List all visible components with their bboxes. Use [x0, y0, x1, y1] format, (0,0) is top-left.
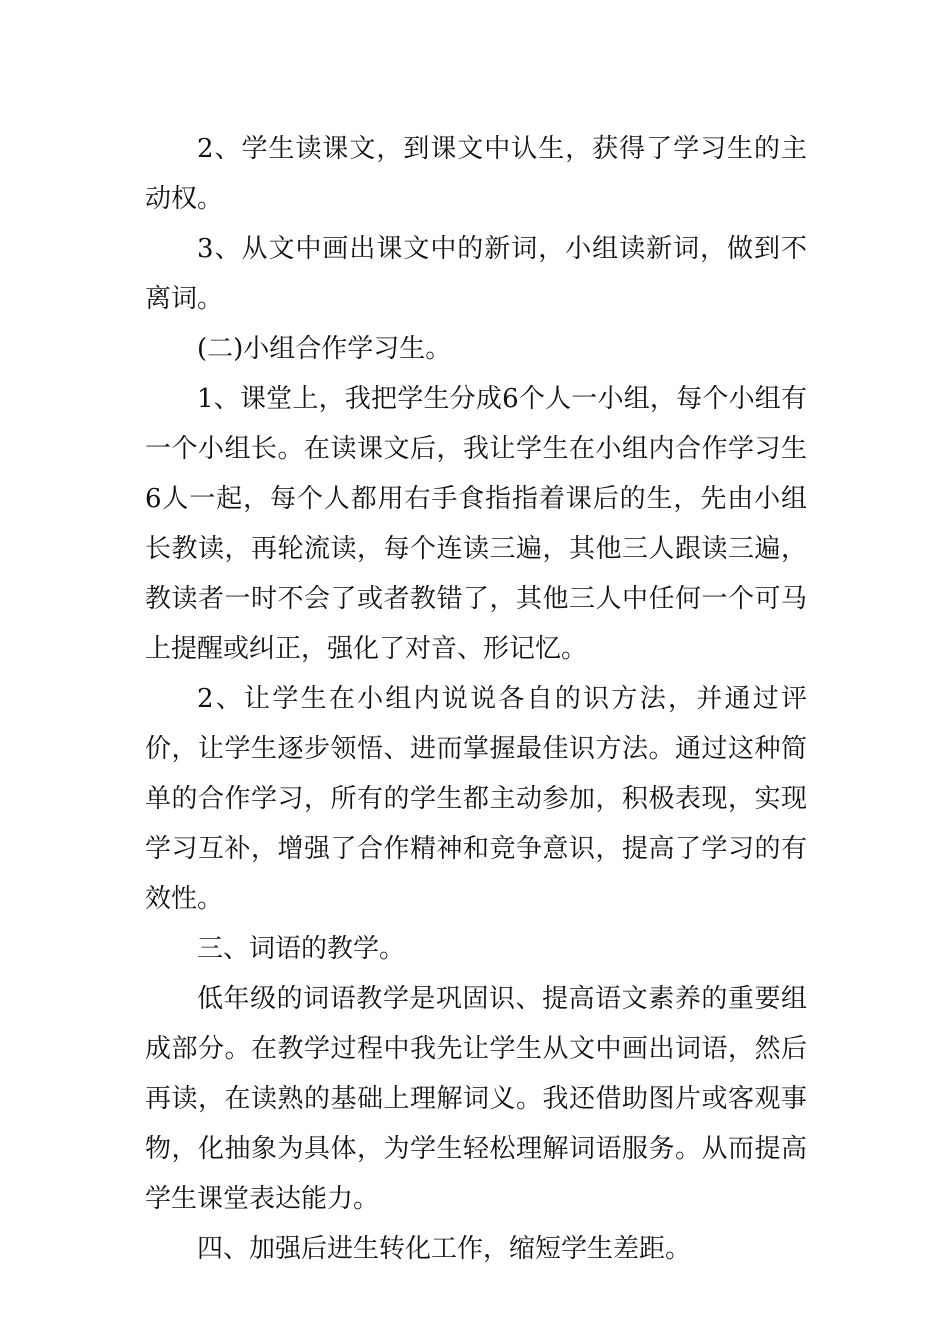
section-heading-lagging-students: 四、加强后进生转化工作，缩短学生差距。: [197, 1234, 692, 1264]
paragraph-item-2-reading: 2、学生读课文，到课文中认生，获得了学习生的主动权。: [145, 134, 807, 214]
paragraph-item-3-new-words: 3、从文中画出课文中的新词，小组读新词，做到不离词。: [145, 234, 807, 314]
paragraph-item-1-classroom: 1、课堂上，我把学生分成6个人一小组，每个小组有一个小组长。在读课文后，我让学生在小组内合作学习生6人一起，每个人都用右手食指指着课后的生，先由小组长教读，再轮流读，每个连读三遍，其他三人跟读三遍，教读者一时不会了或者教错了，其他三人中任何一个可马上提醒或纠正，强化了对音、形记忆。: [145, 384, 807, 664]
section-heading-group-study: (二)小组合作学习生。: [197, 334, 452, 364]
document-body: [145, 124, 807, 1274]
section-heading-vocabulary: 三、词语的教学。: [197, 934, 406, 964]
paragraph-item-2-methods: 2、让学生在小组内说说各自的识方法，并通过评价，让学生逐步领悟、进而掌握最佳识方法。通过这种简单的合作学习，所有的学生都主动参加，积极表现，实现学习互补，增强了合作精神和竞争意识，提高了学习的有效性。: [145, 684, 807, 914]
paragraph-vocabulary-teaching: 低年级的词语教学是巩固识、提高语文素养的重要组成部分。在教学过程中我先让学生从文中画出词语，然后再读，在读熟的基础上理解词义。我还借助图片或客观事物，化抽象为具体，为学生轻松理解词语服务。从而提高学生课堂表达能力。: [145, 984, 807, 1214]
